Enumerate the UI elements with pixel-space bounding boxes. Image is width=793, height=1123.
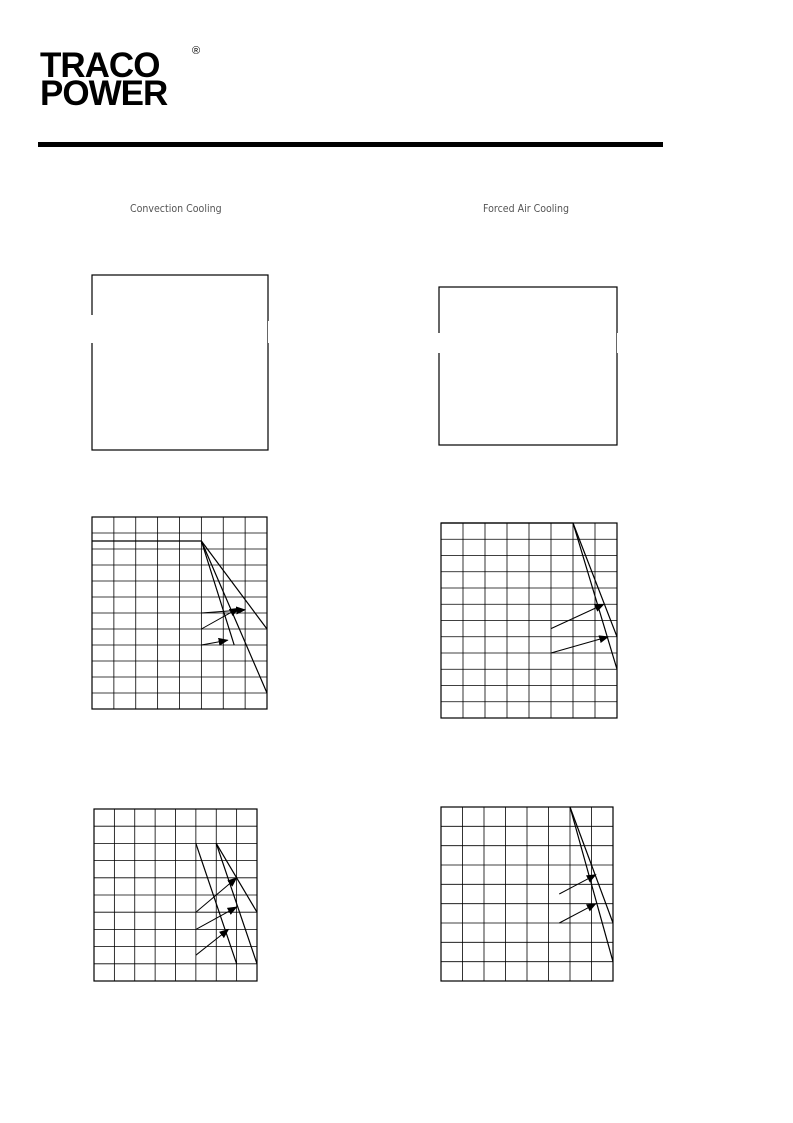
forced-air-cooling-blank-panel (438, 286, 620, 448)
convection-cooling-title: Convection Cooling (130, 202, 222, 215)
convection-derating-chart-2 (93, 808, 260, 983)
convection-cooling-blank-panel (91, 274, 271, 452)
header-divider (38, 142, 663, 147)
convection-derating-chart-1 (91, 516, 272, 711)
registered-mark: ® (192, 45, 201, 57)
logo-line-traco: TRACO (40, 46, 160, 85)
forced-air-derating-chart-2 (440, 806, 617, 983)
forced-air-cooling-title: Forced Air Cooling (483, 202, 570, 215)
logo-line-power: POWER (40, 74, 168, 113)
traco-power-logo (40, 45, 210, 115)
forced-air-derating-chart-1 (440, 522, 623, 719)
